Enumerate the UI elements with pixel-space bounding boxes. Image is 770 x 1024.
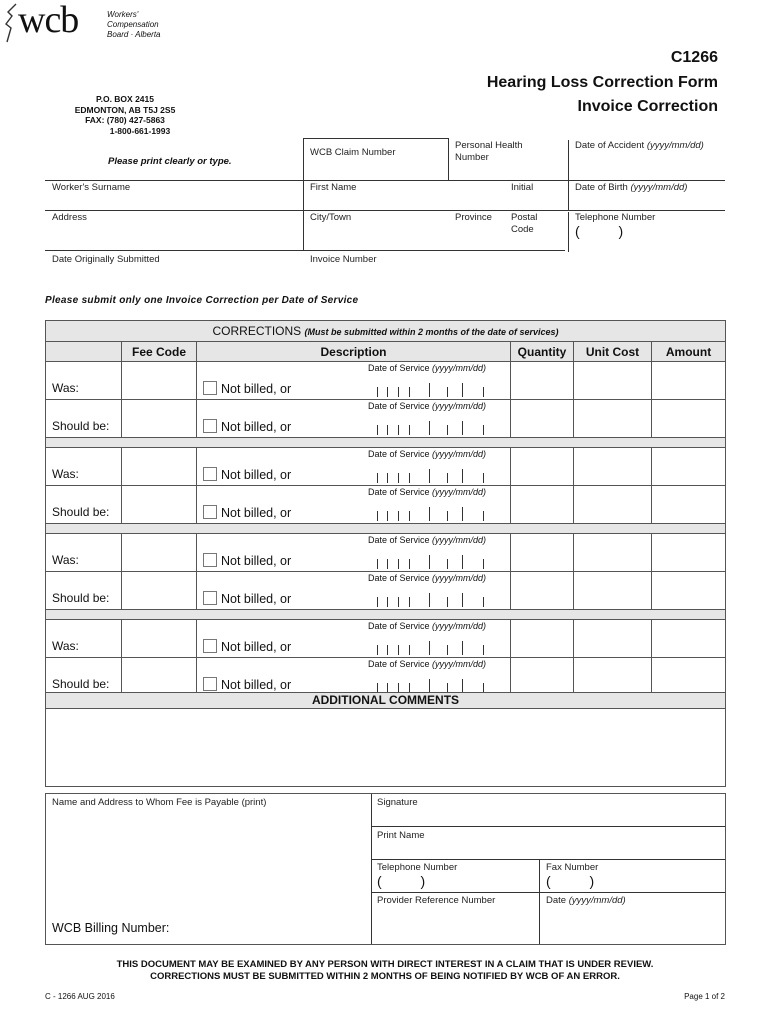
telephone-number-field[interactable] [377, 862, 457, 889]
fee-code-cell[interactable] [122, 486, 197, 524]
dos-format: (yyyy/mm/dd) [432, 573, 487, 583]
row-label-should-be: Should be: [46, 486, 122, 524]
correction-should-be-row [46, 572, 726, 610]
corrections-table [45, 320, 726, 696]
unit-cost-cell[interactable] [574, 658, 652, 696]
logo-line-1: Workers' [107, 10, 139, 19]
phn-field[interactable] [455, 140, 523, 164]
surname-field[interactable]: Worker's Surname [52, 182, 131, 193]
date-of-service-input[interactable] [377, 421, 489, 435]
group-separator [46, 524, 726, 534]
fee-code-cell[interactable] [122, 448, 197, 486]
not-billed-checkbox[interactable] [203, 381, 217, 395]
correction-rows [46, 362, 726, 696]
dob-field[interactable] [575, 182, 687, 193]
corrections-note: (Must be submitted within 2 months of the date of services) [304, 327, 559, 337]
form-title: Hearing Loss Correction Form [486, 74, 718, 91]
col-quantity: Quantity [511, 342, 574, 362]
dos-text: Date of Service [368, 573, 430, 583]
date-of-service-label [368, 449, 486, 459]
bottom-telephone-paren: ( ) [377, 873, 426, 889]
logo-line-2: Compensation [107, 20, 159, 29]
fee-code-cell[interactable] [122, 620, 197, 658]
not-billed-label: Not billed, or [221, 554, 292, 568]
date-of-service-input[interactable] [377, 383, 489, 397]
unit-cost-cell[interactable] [574, 362, 652, 400]
group-separator [46, 610, 726, 620]
description-cell[interactable] [197, 572, 511, 610]
wcb-address [60, 94, 190, 136]
quantity-cell[interactable] [511, 572, 574, 610]
phn-label-1: Personal Health [455, 140, 523, 151]
not-billed-checkbox[interactable] [203, 553, 217, 567]
address-fax: FAX: (780) 427-5863 [85, 115, 165, 125]
description-cell[interactable] [197, 534, 511, 572]
quantity-cell[interactable] [511, 658, 574, 696]
description-cell[interactable] [197, 400, 511, 438]
dos-format: (yyyy/mm/dd) [432, 363, 487, 373]
fee-code-cell[interactable] [122, 400, 197, 438]
alberta-outline-icon [4, 2, 18, 46]
correction-was-row [46, 534, 726, 572]
dos-format: (yyyy/mm/dd) [432, 401, 487, 411]
not-billed-label: Not billed, or [221, 420, 292, 434]
amount-cell[interactable] [652, 534, 726, 572]
form-id: C - 1266 AUG 2016 [45, 992, 115, 1001]
provider-reference-field[interactable]: Provider Reference Number [377, 895, 496, 906]
logo-line-3: Board · Alberta [107, 30, 161, 39]
dos-text: Date of Service [368, 363, 430, 373]
amount-cell[interactable] [652, 486, 726, 524]
unit-cost-cell[interactable] [574, 534, 652, 572]
date-submitted-field[interactable]: Date Originally Submitted [52, 254, 160, 265]
billing-number-field[interactable]: WCB Billing Number: [52, 921, 170, 935]
additional-comments-heading: ADDITIONAL COMMENTS [46, 693, 725, 709]
description-cell[interactable] [197, 362, 511, 400]
fee-code-cell[interactable] [122, 658, 197, 696]
group-separator [46, 438, 726, 448]
address-line-1: P.O. BOX 2415 [96, 94, 154, 104]
address-field[interactable]: Address [52, 212, 87, 223]
dos-text: Date of Service [368, 487, 430, 497]
dos-text: Date of Service [368, 535, 430, 545]
submission-notice: Please submit only one Invoice Correction per Date of Service [45, 295, 359, 306]
row-label-was: Was: [46, 620, 122, 658]
date-of-service-label [368, 535, 486, 545]
dos-format: (yyyy/mm/dd) [432, 535, 487, 545]
payee-field[interactable]: Name and Address to Whom Fee is Payable (print) [52, 797, 267, 808]
bottom-telephone-label: Telephone Number [377, 862, 458, 873]
fax-label: Fax Number [546, 862, 599, 873]
wcb-claim-field[interactable]: WCB Claim Number [310, 147, 396, 158]
dos-text: Date of Service [368, 401, 430, 411]
dos-text: Date of Service [368, 621, 430, 631]
telephone-field[interactable] [575, 212, 655, 239]
page-number: Page 1 of 2 [684, 992, 725, 1001]
date-label: Date [546, 895, 567, 906]
separator-cell [46, 524, 726, 534]
date-of-service-label [368, 487, 486, 497]
date-of-service-label [368, 363, 486, 373]
quantity-cell[interactable] [511, 620, 574, 658]
separator-cell [46, 610, 726, 620]
amount-cell[interactable] [652, 362, 726, 400]
address-line-2: EDMONTON, AB T5J 2S5 [74, 104, 176, 115]
date-of-service-label [368, 573, 486, 583]
date-of-service-input[interactable] [377, 641, 489, 655]
signature-field[interactable]: Signature [377, 797, 418, 808]
col-fee-code: Fee Code [122, 342, 197, 362]
date-of-service-input[interactable] [377, 507, 489, 521]
postal-label-2: Code [511, 224, 534, 235]
not-billed-checkbox[interactable] [203, 591, 217, 605]
correction-should-be-row [46, 658, 726, 696]
description-cell[interactable] [197, 486, 511, 524]
quantity-cell[interactable] [511, 448, 574, 486]
col-blank [46, 342, 122, 362]
doa-label: Date of Accident [575, 140, 645, 151]
quantity-cell[interactable] [511, 534, 574, 572]
amount-cell[interactable] [652, 572, 726, 610]
quantity-cell[interactable] [511, 486, 574, 524]
invoice-number-field[interactable]: Invoice Number [310, 254, 377, 265]
fee-code-cell[interactable] [122, 534, 197, 572]
not-billed-checkbox[interactable] [203, 639, 217, 653]
dos-text: Date of Service [368, 659, 430, 669]
col-amount: Amount [652, 342, 726, 362]
date-of-accident-field[interactable] [575, 140, 704, 151]
not-billed-label: Not billed, or [221, 640, 292, 654]
dob-format: (yyyy/mm/dd) [630, 182, 688, 193]
disclaimer-line-1: THIS DOCUMENT MAY BE EXAMINED BY ANY PERSON WITH DIRECT INTEREST IN A CLAIM THAT IS UNDER REVIEW. [116, 959, 654, 970]
row-label-was: Was: [46, 448, 122, 486]
first-name-field[interactable]: First Name [310, 182, 357, 193]
dos-format: (yyyy/mm/dd) [432, 449, 487, 459]
postal-code-field[interactable] [511, 212, 537, 236]
unit-cost-cell[interactable] [574, 486, 652, 524]
not-billed-checkbox[interactable] [203, 467, 217, 481]
telephone-paren: ( ) [575, 223, 624, 239]
col-unit-cost: Unit Cost [574, 342, 652, 362]
dos-format: (yyyy/mm/dd) [432, 659, 487, 669]
phn-label-2: Number [455, 152, 489, 163]
postal-label-1: Postal [511, 212, 538, 223]
print-name-field[interactable]: Print Name [377, 830, 425, 841]
quantity-cell[interactable] [511, 400, 574, 438]
row-label-should-be: Should be: [46, 572, 122, 610]
logo-mark: wcb [18, 0, 79, 41]
date-of-service-label [368, 401, 486, 411]
date-of-service-input[interactable] [377, 469, 489, 483]
form-subtitle: Invoice Correction [577, 98, 718, 115]
amount-cell[interactable] [652, 658, 726, 696]
not-billed-label: Not billed, or [221, 468, 292, 482]
dos-format: (yyyy/mm/dd) [432, 487, 487, 497]
doa-format: (yyyy/mm/dd) [646, 140, 704, 151]
fee-code-cell[interactable] [122, 572, 197, 610]
form-code: C1266 [670, 49, 718, 66]
description-cell[interactable] [197, 658, 511, 696]
correction-was-row [46, 620, 726, 658]
description-cell[interactable] [197, 620, 511, 658]
fee-code-cell[interactable] [122, 362, 197, 400]
col-description: Description [197, 342, 511, 362]
payment-details-box [45, 793, 726, 945]
not-billed-label: Not billed, or [221, 592, 292, 606]
row-label-was: Was: [46, 362, 122, 400]
row-label-should-be: Should be: [46, 400, 122, 438]
unit-cost-cell[interactable] [574, 620, 652, 658]
corrections-heading [46, 321, 726, 342]
correction-was-row [46, 448, 726, 486]
fax-number-field[interactable] [546, 862, 598, 889]
correction-should-be-row [46, 486, 726, 524]
row-label-was: Was: [46, 534, 122, 572]
not-billed-label: Not billed, or [221, 678, 292, 692]
date-format: (yyyy/mm/dd) [568, 895, 626, 906]
amount-cell[interactable] [652, 400, 726, 438]
telephone-label: Telephone Number [575, 212, 656, 223]
separator-cell [46, 438, 726, 448]
dob-label: Date of Birth [575, 182, 628, 193]
date-of-service-label [368, 621, 486, 631]
province-field[interactable]: Province [455, 212, 492, 223]
unit-cost-cell[interactable] [574, 400, 652, 438]
unit-cost-cell[interactable] [574, 448, 652, 486]
amount-cell[interactable] [652, 448, 726, 486]
not-billed-checkbox[interactable] [203, 505, 217, 519]
additional-comments-box[interactable] [45, 692, 726, 787]
not-billed-label: Not billed, or [221, 382, 292, 396]
wcb-logo [4, 0, 174, 46]
date-field[interactable] [546, 895, 626, 906]
address-phone: 1-800-661-1993 [109, 125, 171, 136]
date-of-service-label [368, 659, 486, 669]
fax-paren: ( ) [546, 873, 595, 889]
not-billed-checkbox[interactable] [203, 419, 217, 433]
date-of-service-input[interactable] [377, 679, 489, 693]
date-of-service-input[interactable] [377, 555, 489, 569]
row-label-should-be: Should be: [46, 658, 122, 696]
date-of-service-input[interactable] [377, 593, 489, 607]
not-billed-checkbox[interactable] [203, 677, 217, 691]
print-note: Please print clearly or type. [108, 156, 232, 167]
city-field[interactable]: City/Town [310, 212, 352, 223]
unit-cost-cell[interactable] [574, 572, 652, 610]
dos-text: Date of Service [368, 449, 430, 459]
correction-should-be-row [46, 400, 726, 438]
not-billed-label: Not billed, or [221, 506, 292, 520]
dos-format: (yyyy/mm/dd) [432, 621, 487, 631]
amount-cell[interactable] [652, 620, 726, 658]
initial-field[interactable]: Initial [511, 182, 534, 193]
disclaimer-line-2: CORRECTIONS MUST BE SUBMITTED WITHIN 2 MONTHS OF BEING NOTIFIED BY WCB OF AN ERROR. [150, 971, 620, 982]
description-cell[interactable] [197, 448, 511, 486]
corrections-title: CORRECTIONS [212, 324, 302, 338]
correction-was-row [46, 362, 726, 400]
quantity-cell[interactable] [511, 362, 574, 400]
